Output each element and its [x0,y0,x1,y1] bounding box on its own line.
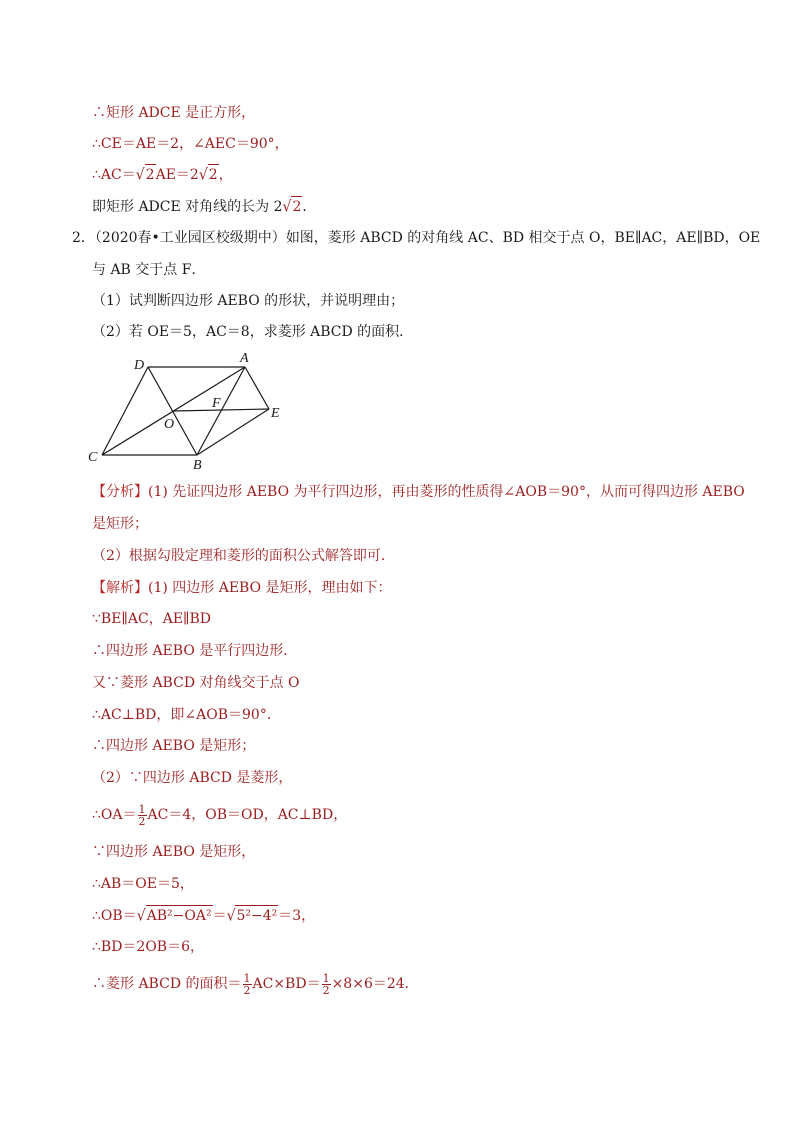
label-A: A [240,351,249,366]
label-F: F [212,396,221,411]
analysis-text-1: (1) 先证四边形 AEBO 为平行四边形，再由菱形的性质得∠AOB＝90°，从而可得四边形 AEBO [148,484,745,500]
fraction-one-half: $\frac{1}{2}$ [322,971,330,997]
prev-line-3-mid: AE＝2 [155,167,199,183]
problem-stem-line-1 [72,228,760,248]
solution-line-10: ∴AB＝OE＝5， [92,876,194,892]
solution-line-13-post: ×8×6＝24． [331,976,419,992]
solution-line-13-mid: AC×BD＝ [252,976,321,992]
side-AB [197,367,245,455]
sqrt-sign-icon: √ [282,198,292,216]
solution-line-12: ∴BD＝2OB＝6， [92,939,204,955]
solution-line-11-pre: ∴OB＝ [92,908,137,924]
problem-number: 2． [72,230,95,246]
label-D: D [134,358,145,373]
sqrt-sign-icon: √ [198,166,208,184]
label-E: E [271,406,280,421]
prev-line-3-radicand-1: 2 [145,164,156,185]
solution-line-11-post: ＝3， [278,908,316,924]
solution-tag: 【解析】 [92,580,148,596]
solution-line-11-mid: ＝ [212,908,227,924]
solution-line-4: 又∵菱形 ABCD 对角线交于点 O [92,675,300,691]
sqrt-sign-icon: √ [226,907,236,925]
problem-stem-line-2: 与 AB 交于点 F． [92,262,206,278]
prev-line-3-radicand-2: 2 [208,164,219,185]
prev-line-3-post: ， [218,167,233,183]
prev-line-3-pre: ∴AC＝ [92,167,136,183]
rhombus-figure [80,345,300,475]
solution-line-3: ∴四边形 AEBO 是平行四边形． [92,643,298,659]
prev-line-1: ∴矩形 ADCE 是正方形， [92,105,256,121]
segment-AE [245,367,269,409]
sqrt-sign-icon: √ [136,907,146,925]
label-C: C [88,450,98,465]
radicand-5sq-4sq: 5²−4² [235,905,278,926]
analysis-tag: 【分析】 [92,484,148,500]
solution-line-9: ∵四边形 AEBO 是矩形， [92,844,256,860]
analysis-line-1 [92,482,745,502]
solution-line-1 [92,578,392,598]
solution-line-11 [92,905,315,926]
solution-line-5: ∴AC⊥BD，即∠AOB＝90°． [92,707,281,723]
question-1: （1）试判断四边形 AEBO 的形状，并说明理由； [92,293,405,309]
solution-line-2: ∵BE∥AC，AE∥BD [92,611,212,627]
prev-line-4 [92,196,316,217]
solution-line-6: ∴四边形 AEBO 是矩形； [92,738,256,754]
radicand-ab2-oa2: AB²−OA² [146,905,213,926]
prev-line-4-radicand: 2 [291,196,302,217]
analysis-line-3: （2）根据勾股定理和菱形的面积公式解答即可． [92,548,395,564]
prev-line-4-post: ． [302,199,317,215]
solution-line-7: （2）∵四边形 ABCD 是菱形， [92,770,293,786]
problem-stem-1: 如图，菱形 ABCD 的对角线 AC、BD 相交于点 O，BE∥AC，AE∥BD，OE [285,230,761,246]
solution-line-8-pre: ∴OA＝ [92,807,137,823]
side-CD [102,367,148,455]
solution-line-8-post: AC＝4，OB＝OD，AC⊥BD， [147,807,348,823]
sqrt-sign-icon: √ [135,166,145,184]
solution-line-13 [92,972,419,996]
problem-source: （2020春•工业园区校级期中） [94,230,286,246]
prev-line-3 [92,164,233,185]
fraction-one-half: $\frac{1}{2}$ [243,971,251,997]
prev-line-2: ∴CE＝AE＝2，∠AEC＝90°， [92,136,289,152]
solution-line-8 [92,803,347,827]
segment-BE [197,409,269,455]
fraction-one-half: $\frac{1}{2}$ [138,802,146,828]
label-O: O [164,417,175,432]
label-B: B [193,458,202,473]
solution-line-13-pre: ∴菱形 ABCD 的面积＝ [92,976,242,992]
analysis-line-2: 是矩形； [92,516,148,532]
solution-text-1: (1) 四边形 AEBO 是矩形，理由如下： [148,580,392,596]
question-2: （2）若 OE＝5，AC＝8，求菱形 ABCD 的面积． [92,324,414,340]
prev-line-4-pre: 即矩形 ADCE 对角线的长为 2 [92,199,283,215]
